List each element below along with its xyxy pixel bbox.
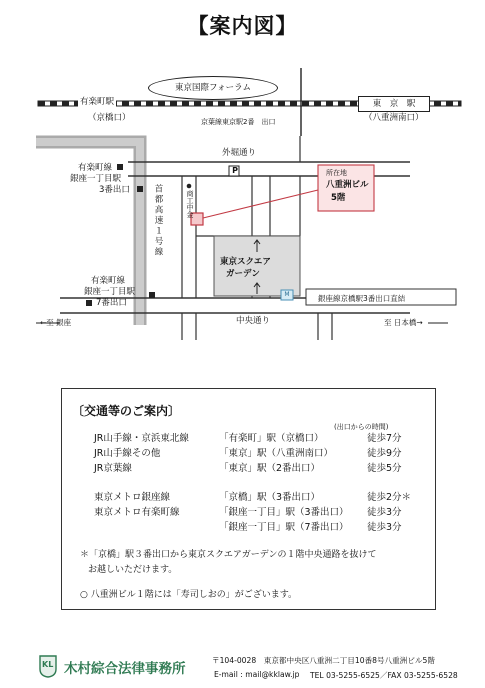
- subway-square-icon: [137, 186, 143, 192]
- keiyo-line-exit-label: 京葉線東京駅2番 出口: [201, 118, 276, 126]
- parking-letter: P: [232, 166, 238, 175]
- restaurant-note: ○ 八重洲ビル１階には「寿司しおの」がございます。: [80, 590, 297, 600]
- subway-square-icon: [149, 292, 155, 298]
- row-time: 徒歩7分: [367, 433, 402, 444]
- ginza-itchome-label-top: 銀座一丁目駅: [70, 174, 122, 184]
- to-nihonbashi-label: 至 日本橋→: [384, 318, 423, 327]
- chuo-dori-label: 中央通り: [236, 316, 271, 326]
- yurakucho-line-label-bottom: 有楽町線: [91, 276, 126, 286]
- tokyo-international-forum-label: 東京国際フォーラム: [148, 76, 278, 100]
- row-line: JR山手線・京浜東北線: [94, 433, 189, 444]
- row-time: 徒歩5分: [367, 463, 402, 474]
- exit-3-label: 3番出口: [99, 185, 130, 195]
- row-line: 東京メトロ有楽町線: [94, 507, 180, 518]
- row-line: JR山手線その他: [94, 448, 161, 459]
- firm-logo-text: KL: [42, 660, 54, 669]
- firm-email: E-mail : mail@kklaw.jp: [214, 670, 300, 679]
- page-title: 【案内図】: [187, 14, 298, 38]
- sotobori-dori-label: 外堀通り: [222, 148, 257, 158]
- yurakucho-station-label: 有楽町駅: [80, 97, 115, 107]
- row-station: 「東京」駅（2番出口）: [219, 463, 321, 474]
- row-line: JR京葉線: [94, 463, 132, 474]
- tokyo-exit-label: （八重洲南口）: [364, 113, 424, 123]
- location-building-name: 八重洲ビル: [326, 180, 369, 190]
- row-station: 「銀座一丁目」駅（7番出口）: [219, 522, 349, 533]
- row-station: 「有楽町」駅（京橋口）: [219, 433, 324, 444]
- row-time: 徒歩3分: [367, 507, 402, 518]
- row-time: 徒歩2分＊: [367, 492, 412, 503]
- metro-station-letter: M: [284, 291, 290, 298]
- access-info-heading: 〔交通等のご案内〕: [72, 404, 181, 418]
- tokyo-station-label: 東 京 駅: [358, 96, 430, 112]
- firm-name: 木村綜合法律事務所: [64, 661, 186, 677]
- to-ginza-label: ←至 銀座: [40, 318, 72, 327]
- expressway-label: 首都高速１号線: [153, 184, 163, 258]
- subway-square-icon: [86, 300, 92, 306]
- row-line: 東京メトロ銀座線: [94, 492, 171, 503]
- exit-7-label: 7番出口: [96, 298, 127, 308]
- location-floor: 5階: [331, 193, 346, 203]
- yurakucho-exit-label: （京橋口）: [88, 113, 131, 123]
- area-map: [0, 0, 485, 340]
- row-station: 「京橋」駅（3番出口）: [219, 492, 321, 503]
- row-time: 徒歩3分: [367, 522, 402, 533]
- yurakucho-line-label-top: 有楽町線: [78, 163, 113, 173]
- firm-tel-fax: TEL 03-5255-6525／FAX 03-5255-6528: [310, 671, 458, 680]
- ginza-itchome-label-bottom: 銀座一丁目駅: [84, 287, 136, 297]
- firm-address: 〒104-0028 東京都中央区八重洲二丁目10番8号八重洲ビル5階: [212, 656, 435, 665]
- subway-square-icon: [117, 164, 123, 170]
- row-station: 「銀座一丁目」駅（3番出口）: [219, 507, 349, 518]
- ginza-line-exit-label: 銀座線京橋駅3番出口直結: [318, 294, 406, 303]
- square-garden-name-line2: ガーデン: [226, 269, 260, 279]
- shoko-chukin-label: 商工中金: [186, 190, 194, 218]
- time-note: (出口からの時間): [334, 423, 389, 431]
- location-label: 所在地: [326, 169, 347, 177]
- access-note-line2: お越しいただけます。: [88, 565, 178, 575]
- row-time: 徒歩9分: [367, 448, 402, 459]
- access-note-line1: ＊「京橋」駅３番出口から東京スクエアガーデンの１階中央通路を抜けて: [80, 550, 377, 560]
- square-garden-name-line1: 東京スクエア: [220, 257, 271, 267]
- row-station: 「東京」駅（八重洲南口）: [219, 448, 334, 459]
